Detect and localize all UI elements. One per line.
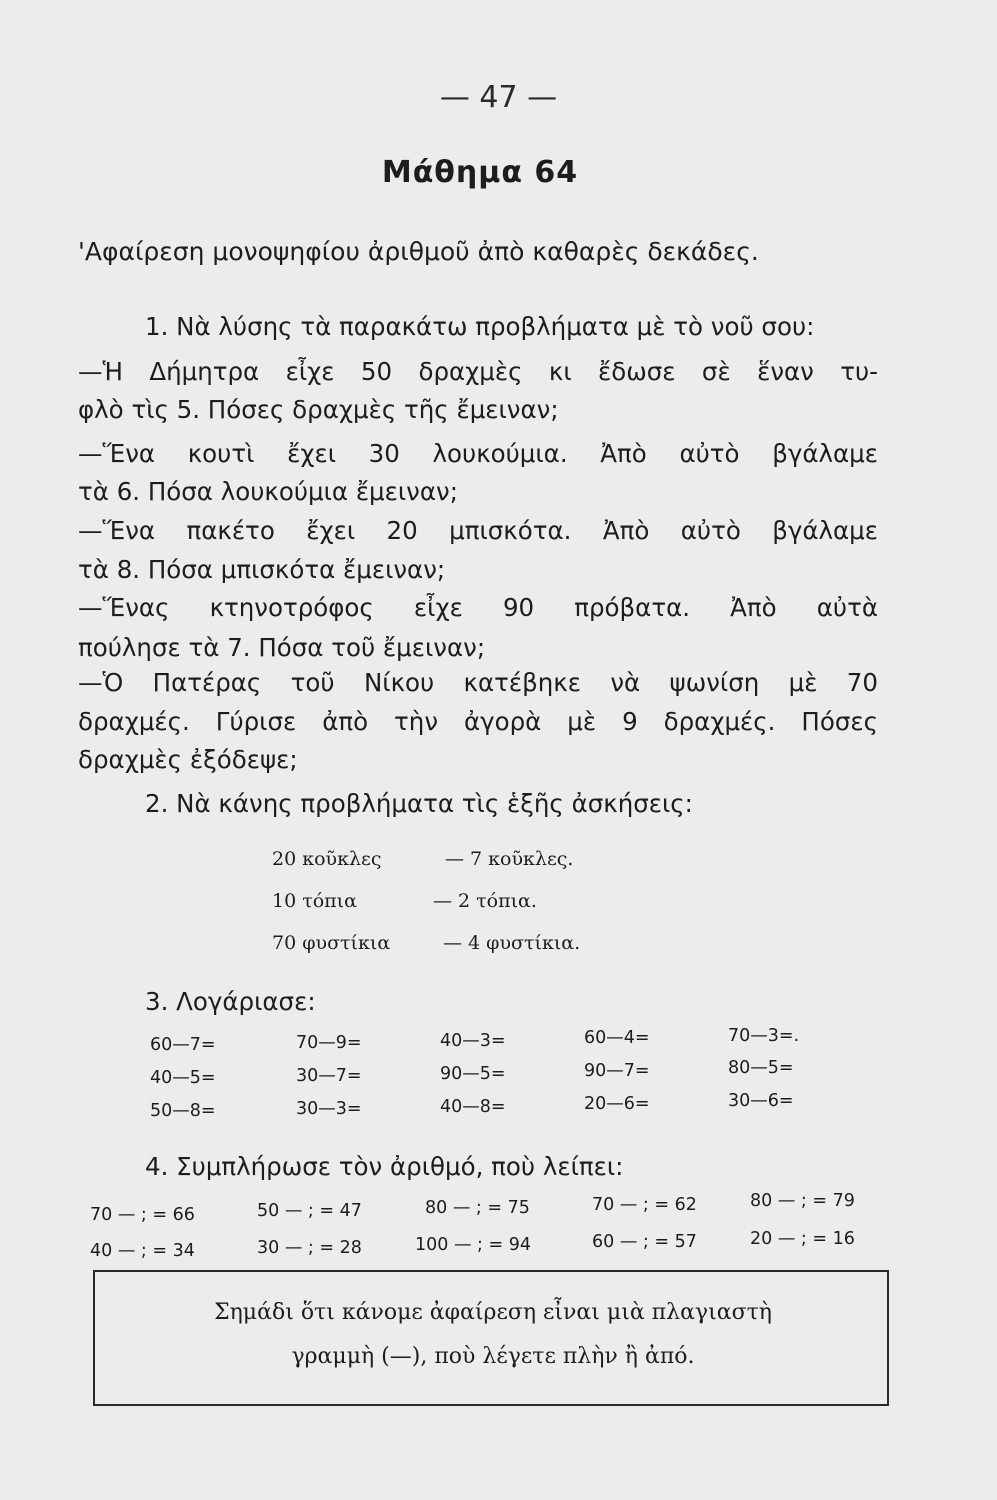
note-box [93, 1270, 889, 1406]
exercise-4-heading: 4. Συμπλήρωσε τὸν ἀριθμό, ποὺ λείπει: [145, 1152, 624, 1181]
problem-line: —Ἕνα κουτὶ ἔχει 30 λουκούμια. Ἀπὸ αὐτὸ βγάλαμε [78, 439, 878, 468]
note-line: Σημάδι ὅτι κάνομε ἀφαίρεση εἶναι μιὰ πλαγιαστὴ [214, 1300, 772, 1325]
exercise-2-item-right: — 4 φυστίκια. [443, 932, 581, 954]
problem-line: —Ἕνα πακέτο ἔχει 20 μπισκότα. Ἀπὸ αὐτὸ βγάλαμε [78, 516, 878, 545]
problem-line: τὰ 6. Πόσα λουκούμια ἔμειναν; [78, 477, 458, 506]
missing-number-item: 100 — ; = 94 [415, 1235, 531, 1255]
problem-line: —Ὁ Πατέρας τοῦ Νίκου κατέβηκε νὰ ψωνίση μὲ 70 [78, 668, 878, 697]
problem-line: τὰ 8. Πόσα μπισκότα ἔμειναν; [78, 555, 446, 584]
exercise-1-heading: 1. Νὰ λύσης τὰ παρακάτω προβλήματα μὲ τὸ νοῦ σου: [145, 312, 815, 341]
exercise-2-heading: 2. Νὰ κάνης προβλήματα τὶς ἑξῆς ἀσκήσεις: [145, 789, 693, 818]
calc-item: 60—4= [584, 1028, 650, 1048]
missing-number-item: 80 — ; = 75 [425, 1198, 530, 1218]
calc-item: 60—7= [150, 1035, 216, 1055]
missing-number-item: 70 — ; = 62 [592, 1195, 697, 1215]
note-line: γραμμὴ (—), ποὺ λέγετε πλὴν ἢ ἀπό. [291, 1344, 695, 1369]
exercise-2-item-left: 10 τόπια [272, 890, 357, 912]
calc-item: 40—8= [440, 1097, 506, 1117]
exercise-2-item-left: 70 φυστίκια [272, 932, 391, 954]
calc-item: 70—9= [296, 1033, 362, 1053]
calc-item: 70—3=. [728, 1026, 800, 1046]
problem-line: φλὸ τὶς 5. Πόσες δραχμὲς τῆς ἔμειναν; [78, 395, 559, 424]
problem-line: δραχμές. Γύρισε ἀπὸ τὴν ἀγορὰ μὲ 9 δραχμές. Πόσες [78, 707, 878, 736]
missing-number-item: 60 — ; = 57 [592, 1232, 697, 1252]
problem-line: δραχμὲς ἐξόδεψε; [78, 745, 298, 774]
lesson-title: Μάθημα 64 [381, 155, 579, 190]
missing-number-item: 50 — ; = 47 [257, 1201, 362, 1221]
missing-number-item: 80 — ; = 79 [750, 1191, 855, 1211]
calc-item: 30—7= [296, 1066, 362, 1086]
exercise-2-item-left: 20 κοῦκλες [272, 848, 382, 870]
calc-item: 50—8= [150, 1101, 216, 1121]
lesson-subtitle: 'Αφαίρεση μονοψηφίου ἀριθμοῦ ἀπὸ καθαρὲς δεκάδες. [78, 237, 759, 266]
missing-number-item: 70 — ; = 66 [90, 1205, 195, 1225]
calc-item: 30—6= [728, 1091, 794, 1111]
missing-number-item: 40 — ; = 34 [90, 1241, 195, 1261]
calc-item: 20—6= [584, 1094, 650, 1114]
calc-item: 40—5= [150, 1068, 216, 1088]
problem-line: πούλησε τὰ 7. Πόσα τοῦ ἔμειναν; [78, 633, 486, 662]
exercise-2-item-right: — 7 κοῦκλες. [445, 848, 574, 870]
exercise-3-heading: 3. Λογάριασε: [145, 987, 316, 1016]
calc-item: 90—7= [584, 1061, 650, 1081]
exercise-2-item-right: — 2 τόπια. [433, 890, 537, 912]
problem-line: —Ἡ Δήμητρα εἶχε 50 δραχμὲς κι ἔδωσε σὲ ἕναν τυ- [78, 357, 878, 386]
calc-item: 80—5= [728, 1058, 794, 1078]
missing-number-item: 20 — ; = 16 [750, 1229, 855, 1249]
problem-line: —Ἕνας κτηνοτρόφος εἶχε 90 πρόβατα. Ἀπὸ αὐτὰ [78, 593, 878, 622]
calc-item: 90—5= [440, 1064, 506, 1084]
calc-item: 30—3= [296, 1099, 362, 1119]
calc-item: 40—3= [440, 1031, 506, 1051]
missing-number-item: 30 — ; = 28 [257, 1238, 362, 1258]
page-number: — 47 — [439, 80, 558, 115]
